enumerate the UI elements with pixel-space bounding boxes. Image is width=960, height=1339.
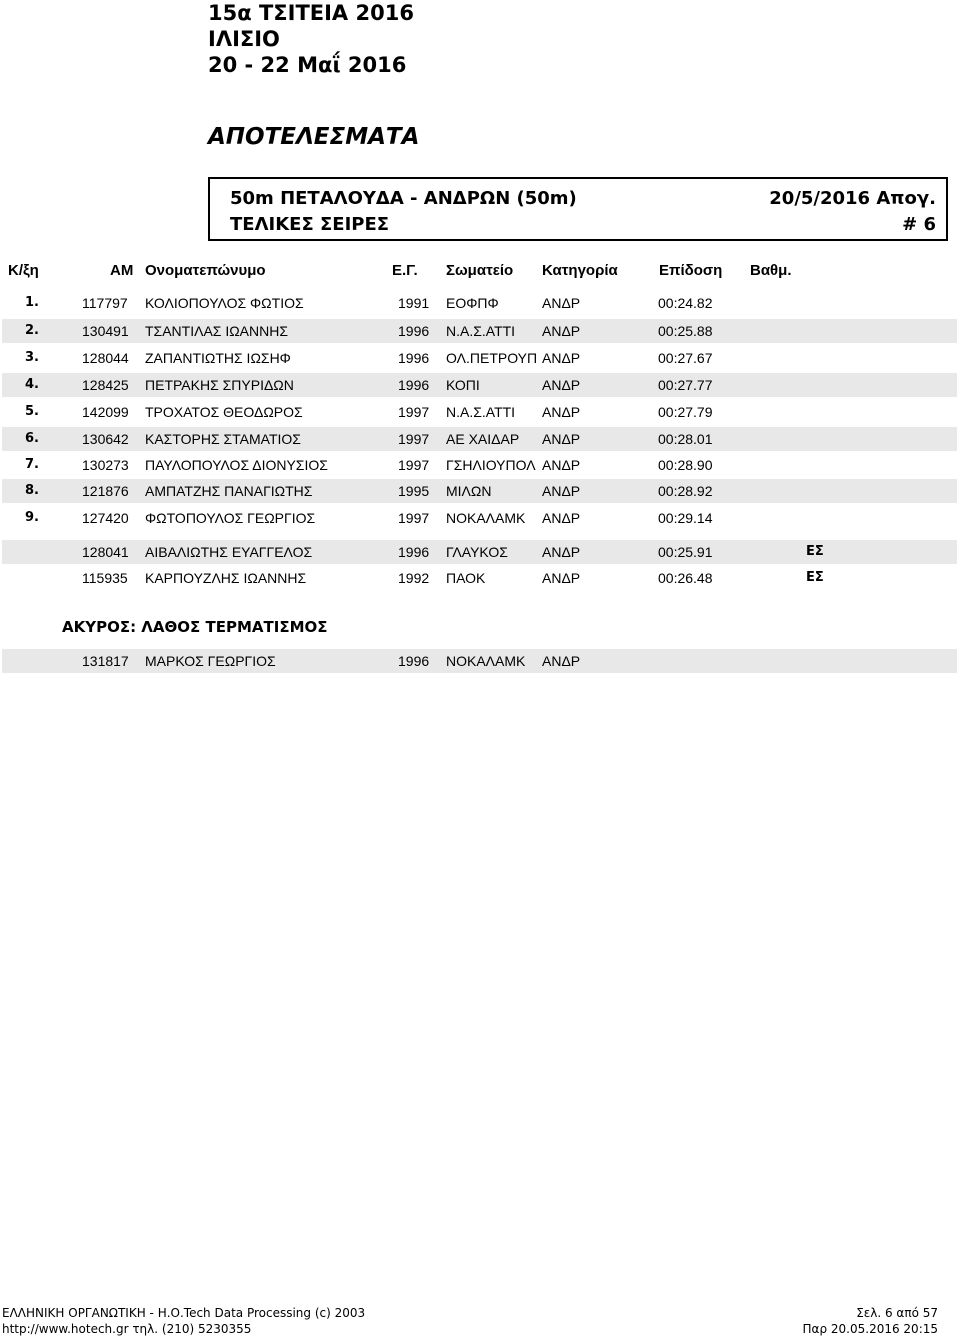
col-rank: Κ/ξη: [8, 262, 39, 279]
col-name: Ονοματεπώνυμο: [145, 262, 266, 279]
cell-rank: 6.: [25, 431, 39, 446]
table-row: [2, 291, 957, 315]
cell-year: 1991: [398, 295, 430, 311]
cell-year: 1992: [398, 570, 430, 586]
page-title: ΑΠΟΤΕΛΕΣΜΑΤΑ: [208, 124, 420, 150]
event-box: [208, 177, 948, 241]
cell-am: 127420: [82, 510, 129, 526]
cell-name: ΜΑΡΚΟΣ ΓΕΩΡΓΙΟΣ: [145, 653, 276, 669]
cell-year: 1996: [398, 544, 430, 560]
cell-am: 128041: [82, 544, 129, 560]
cell-category: ΑΝΔΡ: [542, 350, 581, 366]
cell-name: ΤΣΑΝΤΙΛΑΣ ΙΩΑΝΝΗΣ: [145, 323, 289, 339]
cell-time: 00:27.79: [658, 404, 713, 420]
table-row: [2, 506, 957, 530]
cell-year: 1997: [398, 510, 430, 526]
table-row: [2, 479, 957, 503]
cell-club: ΚΟΠΙ: [446, 377, 480, 393]
cell-am: 131817: [82, 653, 129, 669]
cell-category: ΑΝΔΡ: [542, 483, 581, 499]
table-row: [2, 373, 957, 397]
cell-am: 121876: [82, 483, 129, 499]
cell-category: ΑΝΔΡ: [542, 295, 581, 311]
dq-section-title: ΑΚΥΡΟΣ: ΛΑΘΟΣ ΤΕΡΜΑΤΙΣΜΟΣ: [62, 618, 328, 636]
meet-title: 15α ΤΣΙΤΕΙΑ 2016: [208, 1, 414, 25]
cell-rank: 9.: [25, 510, 39, 525]
table-row: [2, 453, 957, 477]
cell-name: ΤΡΟΧΑΤΟΣ ΘΕΟΔΩΡΟΣ: [145, 404, 303, 420]
col-am: ΑΜ: [110, 262, 134, 279]
cell-name: ΑΜΠΑΤΖΗΣ ΠΑΝΑΓΙΩΤΗΣ: [145, 483, 313, 499]
cell-name: ΖΑΠΑΝΤΙΩΤΗΣ ΙΩΣΗΦ: [145, 350, 291, 366]
footer-web: http://www.hotech.gr τηλ. (210) 5230355: [2, 1322, 252, 1336]
cell-club: ΕΟΦΠΦ: [446, 295, 499, 311]
event-date-session: 20/5/2016 Απογ.: [769, 188, 936, 209]
cell-rank: 4.: [25, 377, 39, 392]
event-name: 50m ΠΕΤΑΛΟΥΔΑ - ΑΝΔΡΩΝ (50m): [230, 188, 577, 209]
cell-club: Ν.Α.Σ.ΑΤΤΙ: [446, 404, 516, 420]
cell-name: ΚΑΣΤΟΡΗΣ ΣΤΑΜΑΤΙΟΣ: [145, 431, 301, 447]
cell-club: ΜΙΛΩΝ: [446, 483, 492, 499]
cell-time: 00:25.88: [658, 323, 713, 339]
cell-am: 130491: [82, 323, 129, 339]
cell-rank: 2.: [25, 323, 39, 338]
cell-time: 00:24.82: [658, 295, 713, 311]
cell-club: ΓΛΑΥΚΟΣ: [446, 544, 508, 560]
cell-club: ΠΑΟΚ: [446, 570, 486, 586]
footer-org: ΕΛΛΗΝΙΚΗ ΟΡΓΑΝΩΤΙΚΗ - Η.Ο.Tech Data Processing (c) 2003: [2, 1306, 366, 1320]
cell-club: ΟΛ.ΠΕΤΡΟΥΠ: [446, 350, 538, 366]
cell-rank: 1.: [25, 295, 39, 310]
cell-category: ΑΝΔΡ: [542, 404, 581, 420]
cell-rank: 7.: [25, 457, 39, 472]
cell-name: ΚΑΡΠΟΥΖΛΗΣ ΙΩΑΝΝΗΣ: [145, 570, 307, 586]
col-points: Βαθμ.: [750, 262, 792, 279]
table-row: [2, 400, 957, 424]
cell-club: ΓΣΗΛΙΟΥΠΟΛ: [446, 457, 536, 473]
col-year: Ε.Γ.: [392, 262, 418, 279]
cell-time: 00:25.91: [658, 544, 713, 560]
col-club: Σωματείο: [446, 262, 514, 279]
cell-name: ΠΕΤΡΑΚΗΣ ΣΠΥΡΙΔΩΝ: [145, 377, 294, 393]
cell-am: 128425: [82, 377, 129, 393]
table-row: [2, 649, 957, 673]
cell-category: ΑΝΔΡ: [542, 510, 581, 526]
cell-year: 1997: [398, 404, 430, 420]
event-number: # 6: [902, 214, 936, 235]
cell-category: ΑΝΔΡ: [542, 544, 581, 560]
cell-time: 00:27.67: [658, 350, 713, 366]
cell-name: ΠΑΥΛΟΠΟΥΛΟΣ ΔΙΟΝΥΣΙΟΣ: [145, 457, 328, 473]
table-row: [2, 427, 957, 451]
cell-time: 00:28.92: [658, 483, 713, 499]
cell-rank: 8.: [25, 483, 39, 498]
cell-year: 1996: [398, 377, 430, 393]
meet-dates: 20 - 22 Μαΐ 2016: [208, 53, 407, 77]
cell-rank: 3.: [25, 350, 39, 365]
cell-name: ΚΟΛΙΟΠΟΥΛΟΣ ΦΩΤΙΟΣ: [145, 295, 304, 311]
cell-category: ΑΝΔΡ: [542, 323, 581, 339]
table-row: [2, 319, 957, 343]
cell-am: 142099: [82, 404, 129, 420]
cell-year: 1995: [398, 483, 430, 499]
cell-category: ΑΝΔΡ: [542, 431, 581, 447]
cell-rank: 5.: [25, 404, 39, 419]
cell-time: 00:26.48: [658, 570, 713, 586]
event-round: ΤΕΛΙΚΕΣ ΣΕΙΡΕΣ: [230, 214, 390, 235]
cell-category: ΑΝΔΡ: [542, 653, 581, 669]
cell-name: ΑΙΒΑΛΙΩΤΗΣ ΕΥΑΓΓΕΛΟΣ: [145, 544, 313, 560]
cell-am: 117797: [82, 295, 128, 311]
cell-year: 1996: [398, 350, 430, 366]
footer-printed: Παρ 20.05.2016 20:15: [802, 1322, 938, 1336]
col-time: Επίδοση: [659, 262, 723, 279]
cell-am: 130273: [82, 457, 129, 473]
cell-category: ΑΝΔΡ: [542, 570, 581, 586]
cell-year: 1997: [398, 457, 430, 473]
table-row: [2, 540, 957, 564]
cell-category: ΑΝΔΡ: [542, 377, 581, 393]
cell-am: 115935: [82, 570, 128, 586]
cell-name: ΦΩΤΟΠΟΥΛΟΣ ΓΕΩΡΓΙΟΣ: [145, 510, 316, 526]
cell-club: ΑΕ ΧΑΙΔΑΡ: [446, 431, 520, 447]
cell-club: Ν.Α.Σ.ΑΤΤΙ: [446, 323, 516, 339]
cell-club: ΝΟΚΑΛΑΜΚ: [446, 510, 526, 526]
cell-category: ΑΝΔΡ: [542, 457, 581, 473]
table-row: [2, 566, 957, 590]
col-category: Κατηγορία: [542, 262, 618, 279]
cell-year: 1997: [398, 431, 430, 447]
cell-club: ΝΟΚΑΛΑΜΚ: [446, 653, 526, 669]
cell-time: 00:28.01: [658, 431, 713, 447]
footer-page: Σελ. 6 από 57: [856, 1306, 938, 1320]
cell-year: 1996: [398, 653, 430, 669]
cell-am: 128044: [82, 350, 129, 366]
cell-year: 1996: [398, 323, 430, 339]
cell-time: 00:28.90: [658, 457, 713, 473]
cell-am: 130642: [82, 431, 129, 447]
cell-mark: ΕΣ: [806, 544, 824, 559]
table-row: [2, 346, 957, 370]
cell-mark: ΕΣ: [806, 570, 824, 585]
cell-time: 00:27.77: [658, 377, 713, 393]
cell-time: 00:29.14: [658, 510, 713, 526]
meet-location: ΙΛΙΣΙΟ: [208, 27, 280, 51]
